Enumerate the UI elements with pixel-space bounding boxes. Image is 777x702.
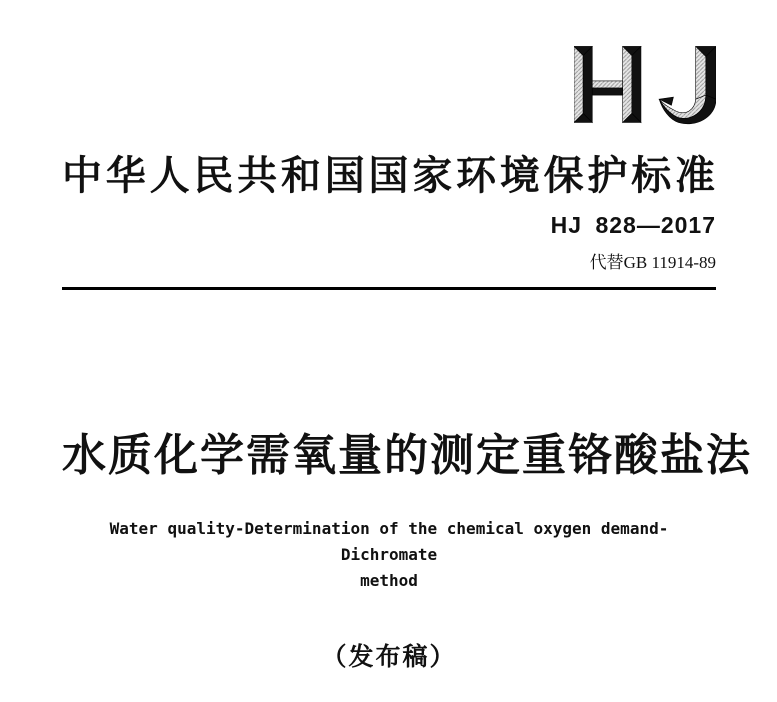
en-title-line-1: Water quality-Determination of the chemical oxygen demand-Dichromate bbox=[109, 519, 669, 564]
standard-name: 中华人民共和国国家环境保护标准 bbox=[62, 153, 716, 198]
document-title-en bbox=[62, 516, 716, 593]
stage-note: （发布稿） bbox=[321, 643, 457, 672]
logo-row bbox=[62, 46, 716, 134]
cn-title-segment-1: 水质 bbox=[62, 431, 154, 480]
replaces-note: 代替GB 11914-89 bbox=[589, 253, 716, 272]
cn-title-segment-3: 重铬酸盐法 bbox=[522, 431, 752, 480]
en-title-line-2: method bbox=[360, 570, 418, 590]
cn-title-segment-2: 化学需氧量的测定 bbox=[154, 431, 522, 480]
header-divider bbox=[62, 287, 716, 290]
document-title-cn bbox=[62, 431, 752, 480]
standard-number: HJ 828—2017 bbox=[550, 212, 716, 238]
hj-logo-icon bbox=[574, 46, 716, 128]
